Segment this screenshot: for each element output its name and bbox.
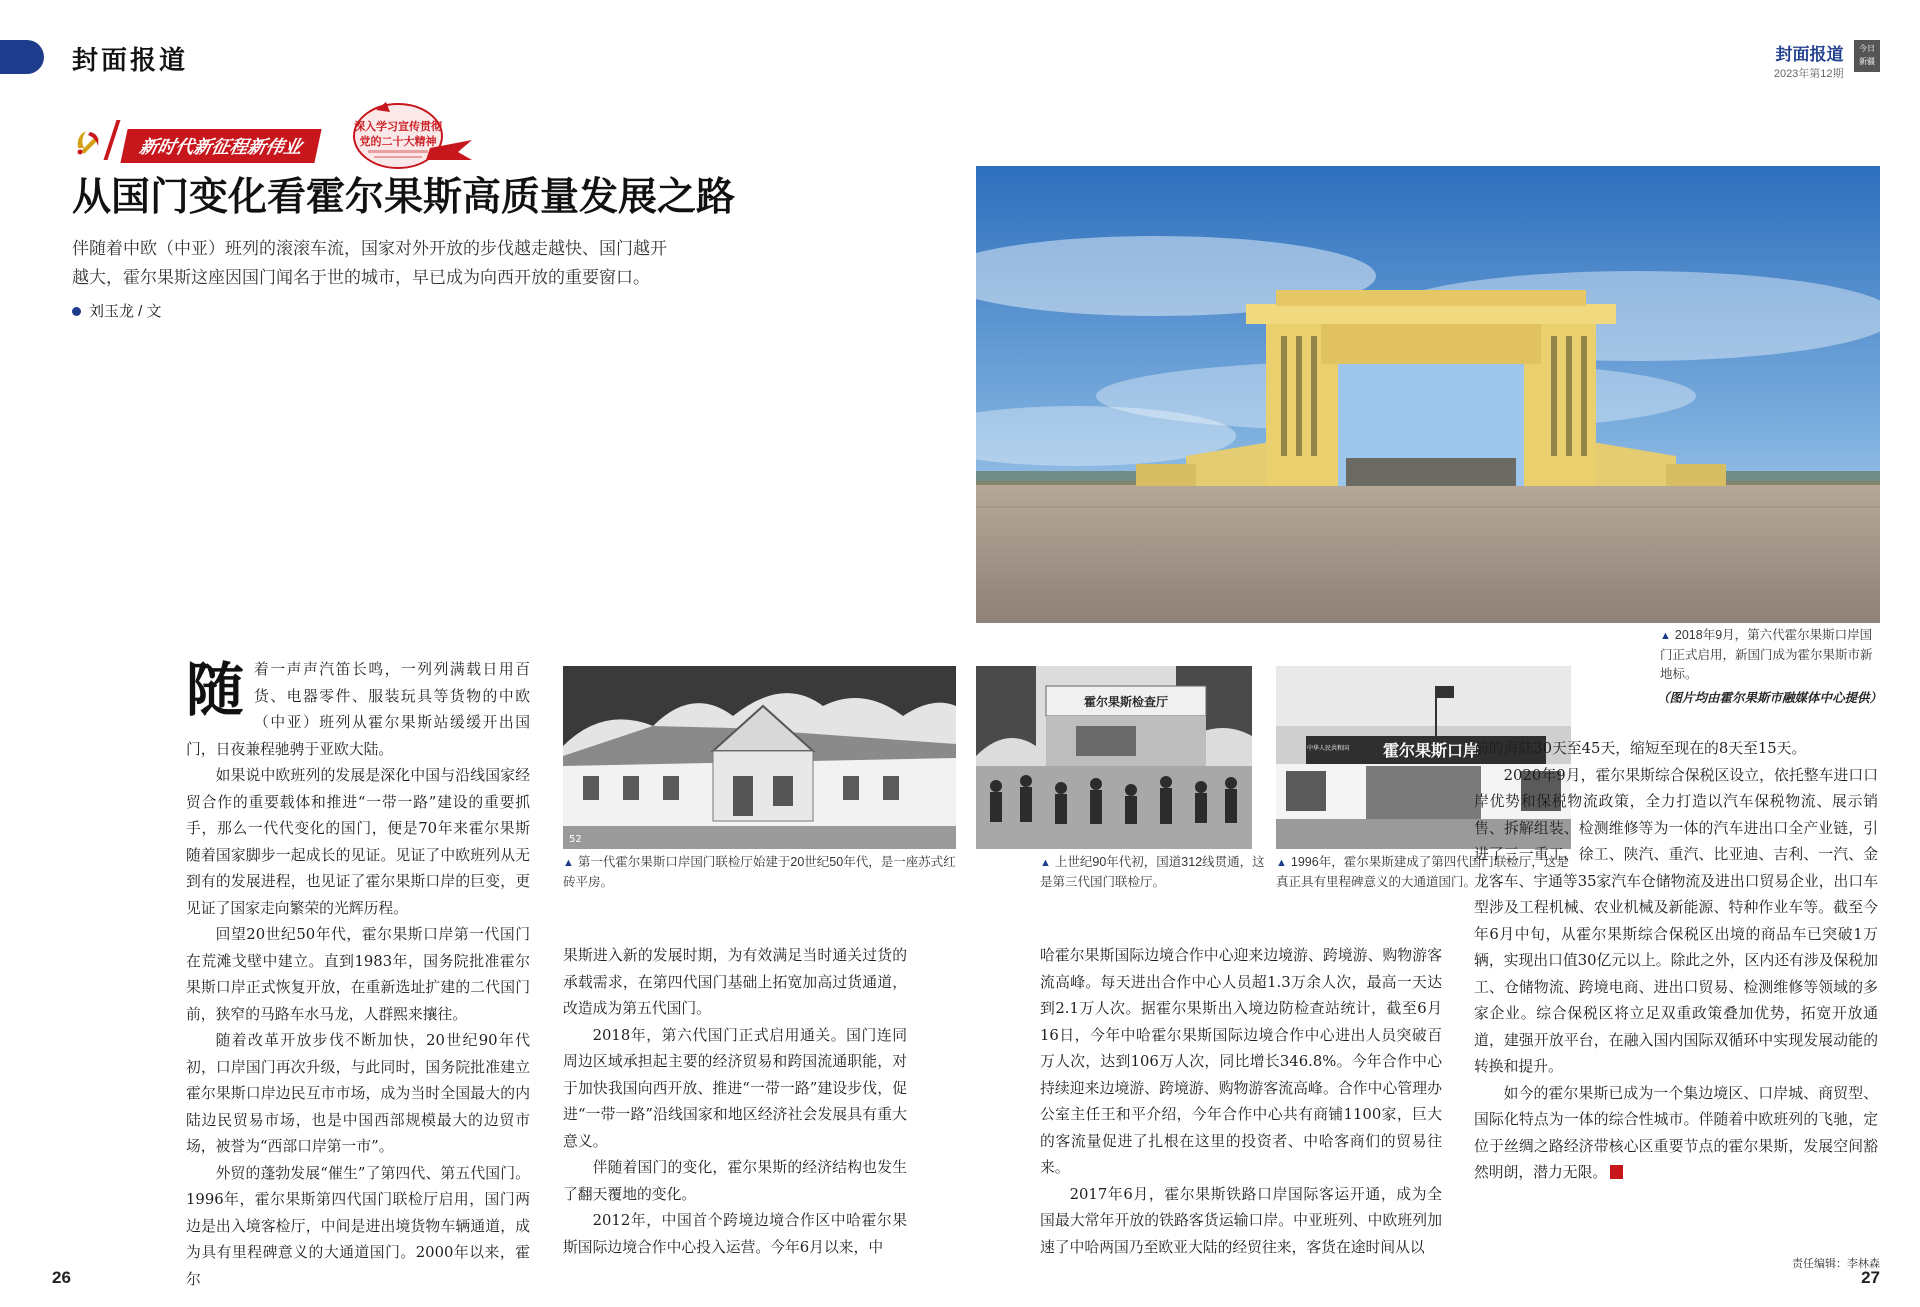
byline xyxy=(72,300,162,321)
theme-divider xyxy=(104,120,121,160)
caption-triangle-icon: ▲ xyxy=(1660,630,1671,642)
paragraph: 随着改革开放步伐不断加快，20世纪90年代初，口岸国门再次升级，与此同时，国务院批准建立霍尔果斯口岸边民互市市场，成为当时全国最大的内陆边民贸易市场，也是中国西部规模最大的边贸市场，被誉为“西部口岸第一市”。 xyxy=(186,1032,530,1155)
photo1-caption xyxy=(563,853,963,892)
theme-tag: 新时代新征程新伟业 xyxy=(120,129,321,163)
section-title-left: 封面报道 xyxy=(72,46,189,76)
photo4-caption-text: 1996年，霍尔果斯建成了第四代国门联检厅，这是真正具有里程碑意义的大通道国门。 xyxy=(1276,855,1569,889)
article-subtitle: 伴随着中欧（中亚）班列的滚滚车流，国家对外开放的步伐越走越快、国门越开越大，霍尔果斯这座因国门闻名于世的城市，早已成为向西开放的重要窗口。 xyxy=(72,239,667,287)
body-column-1 xyxy=(186,657,530,1293)
study-campaign-stamp xyxy=(346,98,474,170)
photo3-caption xyxy=(1040,853,1270,892)
caption-triangle-icon: ▲ xyxy=(1276,857,1287,869)
paragraph: 着一声声汽笛长鸣，一列列满载日用百货、电器零件、服装玩具等货物的中欧（中亚）班列从霍尔果斯站缓缓开出国门，日夜兼程驰骋于亚欧大陆。 xyxy=(186,661,530,758)
paragraph: 外贸的蓬勃发展“催生”了第四代、第五代国门。1996年，霍尔果斯第四代国门联检厅启用，国门两边是出入境客检厅，中间是进出境货物车辆通道，成为具有里程碑意义的大通道国门。2000年以来，霍尔 xyxy=(186,1164,530,1288)
main-photo-caption-text: 2018年9月，第六代霍尔果斯口岸国门正式启用，新国门成为霍尔果斯市新地标。 xyxy=(1660,628,1873,681)
photo4-small-sign: 中华人民共和国 xyxy=(1306,745,1350,752)
paragraph-last-text: 如今的霍尔果斯已成为一个集边境区、口岸城、商贸型、国际化特点为一体的综合性城市。伴随着中欧班列的飞驰，定位于丝绸之路经济带核心区重要节点的霍尔果斯，发展空间豁然明朗，潜力无限。 xyxy=(1474,1084,1878,1181)
photo3-caption-text: 上世纪90年代初，国道312线贯通，这是第三代国门联检厅。 xyxy=(1040,855,1265,889)
main-photo-caption xyxy=(1660,626,1882,684)
paragraph: 2020年9月，霍尔果斯综合保税区设立，依托整车进口口岸优势和保税物流政策，全力打造以汽车保税物流、展示销售、拆解组装、检测维修等为一体的汽车进出口全产业链，引进了三一重工、徐工、陕汽、重汽、比亚迪、吉利、一汽、金龙客车、宇通等35家汽车仓储物流及进出口贸易企业，出口车型涉及工程机械、农业机械及新能源、特种作业车等。截至今年6月中旬，从霍尔果斯综合保税区出境的商品车已突破1万辆，实现出口值30亿元以上。除此之外，区内还有涉及保税加工、仓储物流、跨境电商、进出口贸易、检测维修等领域的多家企业。综合保税区将立足双重政策叠加优势，拓宽开放通道，建强开放平台，在融入国内国际双循环中实现发展动能的转换和提升。 xyxy=(1474,766,1878,1075)
end-mark-icon xyxy=(1610,1165,1623,1179)
page-number-right: 27 xyxy=(1861,1268,1880,1287)
paragraph-last xyxy=(1474,1081,1878,1187)
header-right xyxy=(1774,40,1880,81)
paragraph: 回望20世纪50年代，霍尔果斯口岸第一代国门在荒滩戈壁中建立。直到1983年，国务院批准霍尔果斯口岸正式恢复开放，在重新选址扩建的二代国门前，狭窄的马路车水马龙，人群熙来攘往。 xyxy=(186,926,530,1023)
section-tab-marker xyxy=(0,40,44,74)
stamp-line1: 深入学习宣传贯彻 xyxy=(354,120,442,133)
body-column-4 xyxy=(1474,736,1878,1187)
paragraph: 如果说中欧班列的发展是深化中国与沿线国家经贸合作的重要载体和推进“一带一路”建设的重要抓手，那么一代代变化的国门，便是70年来霍尔果斯随着国家脚步一起成长的见证。见证了中欧班列从无到有的发展进程，也见证了霍尔果斯口岸的巨变，更见证了国家走向繁荣的光辉历程。 xyxy=(186,767,530,917)
article-title: 从国门变化看霍尔果斯高质量发展之路 xyxy=(72,176,736,219)
responsible-editor: 责任编辑：李林森 xyxy=(1792,1258,1880,1270)
body-column-3 xyxy=(1040,943,1442,1261)
paragraph: 果斯进入新的发展时期，为有效满足当时通关过货的承载需求，在第四代国门基础上拓宽加高过货通道，改造成为第五代国门。 xyxy=(563,947,907,1017)
drop-cap: 随 xyxy=(186,656,245,724)
party-emblem-icon xyxy=(72,126,104,158)
badge-line2: 新疆 xyxy=(1859,57,1875,66)
paragraph: 哈霍尔果斯国际边境合作中心迎来边境游、跨境游、购物游客流高峰。每天进出合作中心人员超1.3万余人次，最高一天达到2.1万人次。据霍尔果斯出入境边防检查站统计，截至6月16日，今年中哈霍尔果斯国际边境合作中心进出人员突破百万人次，达到106万人次，同比增长346.8%。今年合作中心持续迎来边境游、跨境游、购物游客流高峰。合作中心管理办公室主任王和平介绍，今年合作中心共有商铺1100家，巨大的客流量促进了扎根在这里的投资者、中哈客商们的贸易往来。 xyxy=(1040,947,1442,1176)
byline-text: 刘玉龙 / 文 xyxy=(89,303,162,320)
byline-dot-icon xyxy=(72,307,81,316)
issue-number: 2023年第12期 xyxy=(1773,68,1844,80)
paragraph: 2012年，中国首个跨境边境合作区中哈霍尔果斯国际边境合作中心投入运营。今年6月以来，中 xyxy=(563,1212,907,1256)
page-number-left: 26 xyxy=(52,1268,71,1287)
section-title-right: 封面报道 xyxy=(1775,45,1844,64)
main-photo-port-gate xyxy=(976,166,1880,623)
photo-credit: （图片均由霍尔果斯市融媒体中心提供） xyxy=(1656,690,1882,705)
stamp-line2: 党的二十大精神 xyxy=(359,135,437,148)
paragraph: 伴随着国门的变化，霍尔果斯的经济结构也发生了翻天覆地的变化。 xyxy=(563,1159,907,1203)
photo-third-generation-gate xyxy=(976,666,1252,849)
caption-triangle-icon: ▲ xyxy=(1040,857,1051,869)
caption-triangle-icon: ▲ xyxy=(563,857,574,869)
magazine-badge xyxy=(1854,40,1880,72)
paragraph: 2018年，第六代国门正式启用通关。国门连同周边区域承担起主要的经济贸易和跨国流通职能，对于加快我国向西开放、推进“一带一路”建设步伐，促进“一带一路”沿线国家和地区经济社会发展具有重大意义。 xyxy=(563,1026,907,1150)
body-column-2 xyxy=(563,943,907,1261)
photo1-caption-text: 第一代霍尔果斯口岸国门联检厅始建于20世纪50年代，是一座苏式红砖平房。 xyxy=(563,855,956,889)
badge-line1: 今日 xyxy=(1859,44,1875,53)
photo4-gate-sign: 霍尔果斯口岸 xyxy=(1382,741,1480,760)
photo-first-generation-gate xyxy=(563,666,956,849)
photo3-building-sign: 霍尔果斯检查厅 xyxy=(1083,695,1169,709)
photo-page-mark: 52 xyxy=(569,834,582,845)
paragraph: 2017年6月，霍尔果斯铁路口岸国际客运开通，成为全国最大常年开放的铁路客货运输口岸。中亚班列、中欧班列加速了中哈两国乃至欧亚大陆的经贸往来，客货在途时间从以 xyxy=(1040,1185,1442,1256)
paragraph: 前的海陆30天至45天，缩短至现在的8天至15天。 xyxy=(1474,740,1807,757)
